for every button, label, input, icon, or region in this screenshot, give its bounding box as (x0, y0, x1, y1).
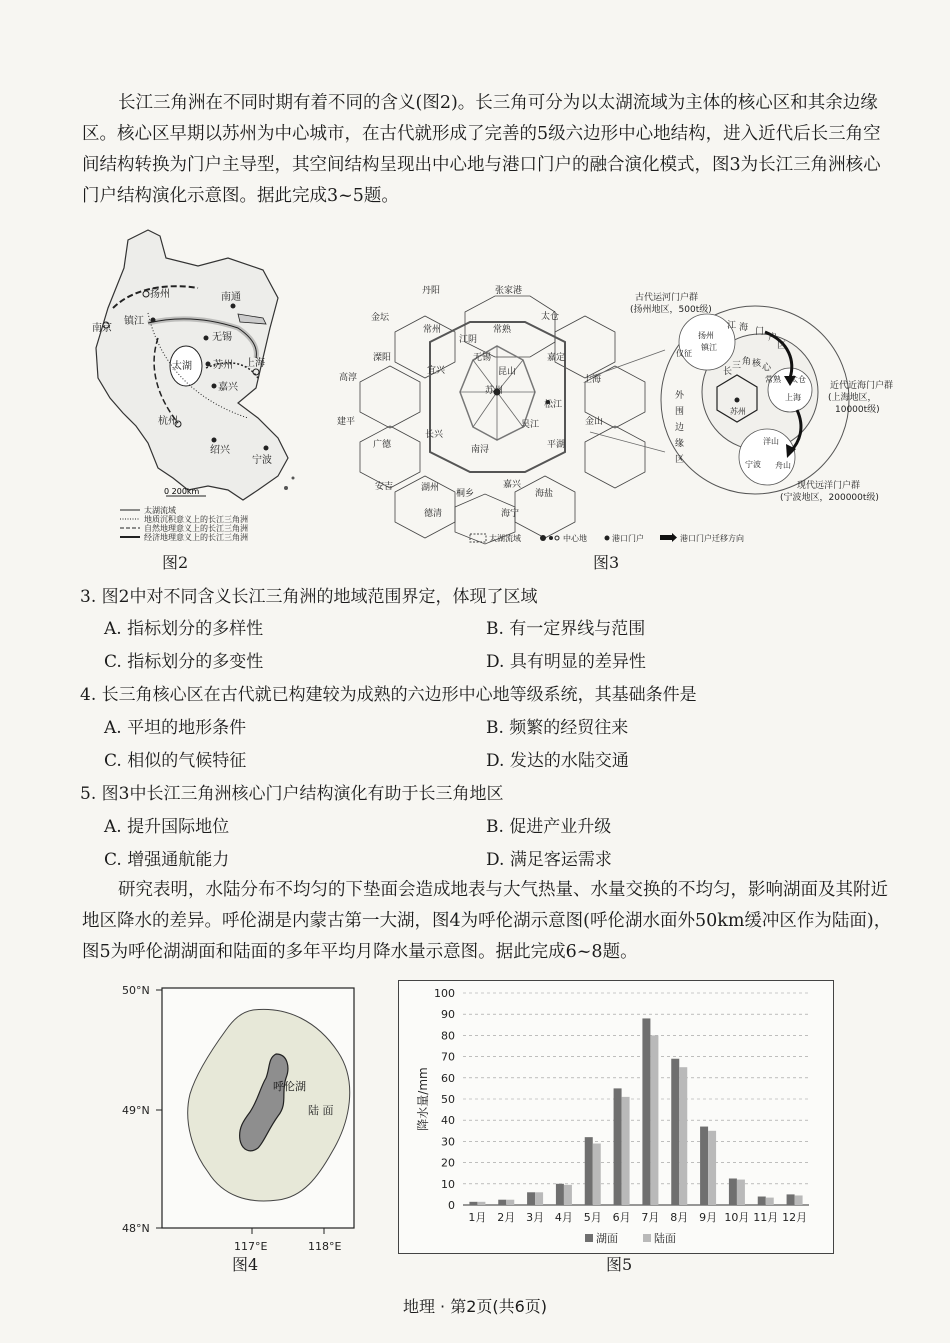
svg-text:苏州: 苏州 (730, 407, 746, 416)
y-tick-label: 60 (441, 1071, 455, 1085)
svg-text:舟山: 舟山 (775, 461, 791, 470)
q3-option-c: C. 指标划分的多变性 (104, 652, 264, 672)
fig3-node: 湖州 (421, 483, 440, 493)
fig2-place-label: 嘉兴 (218, 382, 238, 393)
passage-1: 长江三角洲在不同时期有着不同的含义(图2)。长三角可分为以太湖流域为主体的核心区和其余边缘区。核心区早期以苏州为中心城市，在古代就形成了完善的5级六边形中心地结构，进入近代后长三角空间结构转换为门户主导型，其空间结构呈现出中心地与港口门户的融合演化模式，图3为长江三角洲核心门户结构演化示意图。据此完成3~5题。 (82, 93, 881, 206)
q5-option-b: B. 促进产业升级 (486, 817, 612, 837)
bar-湖面-9月 (700, 1127, 708, 1205)
bar-陆面-5月 (593, 1144, 601, 1205)
bar-陆面-9月 (708, 1131, 716, 1205)
fig2-place-label: 南京 (92, 323, 112, 334)
svg-text:港口门户: 港口门户 (612, 534, 644, 543)
svg-text:(上海地区，: (上海地区， (828, 393, 877, 403)
svg-text:(宁波地区，200000t级): (宁波地区，200000t级) (780, 493, 879, 503)
svg-text:常熟: 常熟 (765, 375, 781, 384)
fig3-node: 昆山 (498, 367, 517, 377)
x-tick-label: 3月 (526, 1211, 545, 1224)
svg-text:宁波: 宁波 (745, 460, 761, 469)
fig3-node: 建平 (337, 417, 356, 427)
y-tick-label: 10 (441, 1177, 455, 1191)
y-tick-label: 20 (441, 1156, 455, 1170)
bar-陆面-1月 (477, 1202, 485, 1205)
svg-text:117°E: 117°E (234, 1240, 268, 1253)
svg-text:50°N: 50°N (122, 984, 150, 997)
fig3-node: 常州 (423, 325, 442, 335)
q5-option-c: C. 增强通航能力 (104, 850, 230, 870)
fig2-place-label: 无锡 (212, 332, 232, 343)
bar-湖面-4月 (556, 1184, 564, 1205)
q4-option-d: D. 发达的水陆交通 (486, 751, 629, 771)
fig4-land-label: 陆 面 (308, 1104, 334, 1117)
x-tick-label: 1月 (468, 1211, 487, 1224)
fig3-node: 丹阳 (422, 286, 441, 296)
passage-2: 研究表明，水陆分布不均匀的下垫面会造成地表与大气热量、水量交换的不均匀，影响湖面及其附近地区降水的差异。呼伦湖是内蒙古第一大湖，图4为呼伦湖示意图(呼伦湖水面外50km缓冲区作为陆面)，图5为呼伦湖湖面和陆面的多年平均月降水量示意图。据此完成6~8题。 (82, 880, 892, 962)
svg-text:近代近海门户群: 近代近海门户群 (830, 381, 894, 391)
svg-text:核: 核 (752, 359, 762, 369)
svg-text:长: 长 (723, 367, 733, 377)
fig3-node: 金坛 (371, 313, 390, 323)
fig2-place-label: 绍兴 (210, 445, 230, 456)
legend-swatch (585, 1234, 593, 1242)
fig3-node: 常熟 (493, 325, 512, 335)
figure-2-map (88, 228, 318, 548)
x-tick-label: 10月 (724, 1211, 750, 1224)
svg-text:地质沉积意义上的长江三角洲: 地质沉积意义上的长江三角洲 (144, 515, 248, 524)
bar-湖面-10月 (729, 1179, 737, 1206)
fig3-node: 松江 (544, 400, 563, 410)
y-tick-label: 100 (434, 987, 455, 1000)
fig2-place-label: 镇江 (124, 316, 144, 327)
figure-4-caption: 图4 (232, 1255, 259, 1274)
svg-text:边: 边 (675, 423, 685, 433)
bar-陆面-10月 (737, 1180, 745, 1205)
fig2-place-label: 苏州 (213, 360, 233, 371)
svg-text:洋山: 洋山 (763, 437, 779, 446)
fig3-nodes (337, 284, 603, 519)
fig3-node: 张家港 (495, 286, 523, 296)
y-tick-label: 50 (441, 1093, 455, 1106)
svg-text:10000t级): 10000t级) (835, 405, 880, 415)
q5-option-d: D. 满足客运需求 (486, 850, 612, 870)
q4-option-c: C. 相似的气候特征 (104, 751, 247, 771)
legend-label: 陆面 (654, 1232, 676, 1245)
y-tick-label: 0 (448, 1199, 455, 1212)
y-tick-label: 30 (441, 1135, 455, 1149)
y-tick-label: 70 (441, 1050, 455, 1064)
y-tick-label: 90 (441, 1008, 455, 1022)
bar-陆面-11月 (766, 1198, 774, 1205)
svg-text:仪征: 仪征 (676, 349, 692, 358)
bar-陆面-3月 (535, 1192, 543, 1205)
fig3-node: 溧阳 (373, 353, 392, 363)
svg-text:海: 海 (739, 323, 749, 333)
figure-5-chart (398, 980, 834, 1254)
fig3-node: 吴江 (521, 420, 540, 430)
legend-swatch (643, 1234, 651, 1242)
fig3-node: 高淳 (339, 373, 358, 383)
svg-text:区: 区 (777, 341, 787, 351)
q5-option-a: A. 提升国际地位 (104, 817, 230, 837)
legend-label: 湖面 (596, 1232, 618, 1245)
bar-陆面-6月 (622, 1097, 630, 1205)
fig2-place-label: 杭州 (158, 416, 178, 427)
fig3-node: 安吉 (375, 482, 394, 492)
figure-2-caption: 图2 (162, 553, 189, 572)
x-tick-label: 5月 (583, 1211, 602, 1224)
x-tick-label: 6月 (612, 1211, 631, 1224)
fig3-node: 长兴 (425, 430, 444, 440)
fig3-node: 无锡 (473, 353, 492, 363)
svg-text:上海: 上海 (785, 393, 801, 402)
q4-option-a: A. 平坦的地形条件 (104, 718, 247, 738)
bar-湖面-3月 (527, 1192, 535, 1205)
svg-text:49°N: 49°N (122, 1104, 150, 1117)
svg-text:太湖流域: 太湖流域 (144, 506, 176, 515)
fig3-node: 海盐 (535, 489, 554, 499)
x-tick-label: 8月 (670, 1211, 689, 1224)
question-3-stem: 3. 图2中对不同含义长江三角洲的地域范围界定，体现了区域 (80, 587, 538, 607)
bar-湖面-7月 (642, 1018, 650, 1205)
fig2-place-label: 宁波 (252, 455, 272, 466)
svg-text:户: 户 (768, 333, 778, 343)
fig3-node: 南浔 (471, 445, 490, 455)
bar-湖面-11月 (758, 1197, 766, 1205)
bar-陆面-2月 (506, 1200, 514, 1205)
fig3-node: 江阴 (459, 335, 478, 345)
svg-text:经济地理意义上的长江三角洲: 经济地理意义上的长江三角洲 (144, 533, 248, 542)
q3-option-b: B. 有一定界线与范围 (486, 619, 646, 639)
svg-text:外: 外 (675, 391, 685, 401)
fig2-place-label: 扬州 (150, 289, 170, 300)
fig3-node: 平湖 (547, 440, 566, 450)
fig2-legend (120, 505, 248, 542)
fig2-place-label: 南通 (221, 292, 241, 303)
fig4-lake-label (273, 1079, 306, 1093)
fig3-node: 苏州 (485, 386, 504, 396)
q3-option-d: D. 具有明显的差异性 (486, 652, 646, 672)
bar-陆面-7月 (650, 1035, 658, 1205)
figure-3-caption: 图3 (593, 553, 620, 572)
fig2-place-label: 太湖 (172, 361, 192, 372)
svg-text:48°N: 48°N (122, 1222, 150, 1235)
q4-option-b: B. 频繁的经贸往来 (486, 718, 629, 738)
svg-text:缘: 缘 (675, 439, 685, 449)
x-tick-label: 12月 (782, 1211, 808, 1224)
y-axis-label: 降水量/mm (416, 1067, 430, 1131)
fig3-node: 海宁 (501, 509, 520, 519)
bar-陆面-12月 (795, 1195, 803, 1205)
svg-text:(扬州地区，500t级): (扬州地区，500t级) (630, 305, 712, 315)
bar-陆面-8月 (679, 1067, 687, 1205)
figure-3-diagram (335, 282, 895, 550)
svg-text:现代远洋门户群: 现代远洋门户群 (797, 481, 861, 491)
svg-text:门: 门 (755, 327, 765, 337)
fig3-node: 桐乡 (456, 489, 475, 499)
fig3-node: 上海 (583, 375, 602, 385)
svg-text:自然地理意义上的长江三角洲: 自然地理意义上的长江三角洲 (144, 524, 248, 533)
svg-text:中心地: 中心地 (563, 534, 587, 543)
svg-text:江: 江 (727, 321, 737, 331)
svg-text:太湖流域: 太湖流域 (489, 534, 521, 543)
svg-text:扬州: 扬州 (698, 331, 714, 340)
y-tick-label: 40 (441, 1114, 455, 1128)
y-tick-label: 80 (441, 1029, 455, 1043)
fig3-node: 广德 (373, 440, 392, 450)
figure-5-caption: 图5 (606, 1255, 633, 1274)
fig3-node: 宜兴 (427, 366, 446, 376)
fig2-scale: 0 200km (164, 487, 200, 496)
x-tick-label: 9月 (699, 1211, 718, 1224)
bar-湖面-5月 (585, 1137, 593, 1205)
fig2-place-label: 上海 (245, 358, 265, 369)
svg-text:区: 区 (675, 455, 685, 465)
fig3-legend (470, 533, 744, 543)
svg-text:港口门户迁移方向: 港口门户迁移方向 (680, 534, 744, 543)
svg-text:镇江: 镇江 (701, 343, 717, 352)
bar-湖面-2月 (498, 1200, 506, 1205)
svg-text:心: 心 (762, 363, 772, 373)
svg-text:太仓: 太仓 (790, 375, 806, 384)
fig3-node: 嘉兴 (503, 480, 522, 490)
x-tick-label: 2月 (497, 1211, 516, 1224)
figure-4-map (118, 982, 368, 1262)
fig4-lat-labels (122, 984, 150, 1235)
x-tick-label: 4月 (554, 1211, 573, 1224)
svg-text:角: 角 (742, 357, 752, 367)
question-4-stem: 4. 长三角核心区在古代就已构建较为成熟的六边形中心地等级系统，其基础条件是 (80, 685, 697, 705)
bar-湖面-1月 (469, 1202, 477, 1205)
q3-option-a: A. 指标划分的多样性 (104, 619, 264, 639)
svg-text:118°E: 118°E (308, 1240, 342, 1253)
question-5-stem: 5. 图3中长江三角洲核心门户结构演化有助于长三角地区 (80, 784, 504, 804)
bar-湖面-6月 (614, 1088, 622, 1205)
svg-text:呼伦湖: 呼伦湖 (273, 1080, 306, 1093)
bar-湖面-8月 (671, 1059, 679, 1205)
fig3-node: 德清 (424, 509, 443, 519)
x-tick-label: 7月 (641, 1211, 660, 1224)
svg-text:围: 围 (675, 407, 685, 417)
svg-text:古代运河门户群: 古代运河门户群 (635, 293, 699, 303)
bar-湖面-12月 (787, 1194, 795, 1205)
fig3-node: 太仓 (541, 312, 560, 322)
svg-text:三: 三 (732, 361, 742, 371)
bar-陆面-4月 (564, 1185, 572, 1205)
fig3-node: 金山 (585, 417, 604, 427)
page-footer: 地理 · 第2页(共6页) (402, 1297, 548, 1316)
fig3-node: 嘉定 (547, 353, 566, 363)
x-tick-label: 11月 (753, 1211, 779, 1224)
